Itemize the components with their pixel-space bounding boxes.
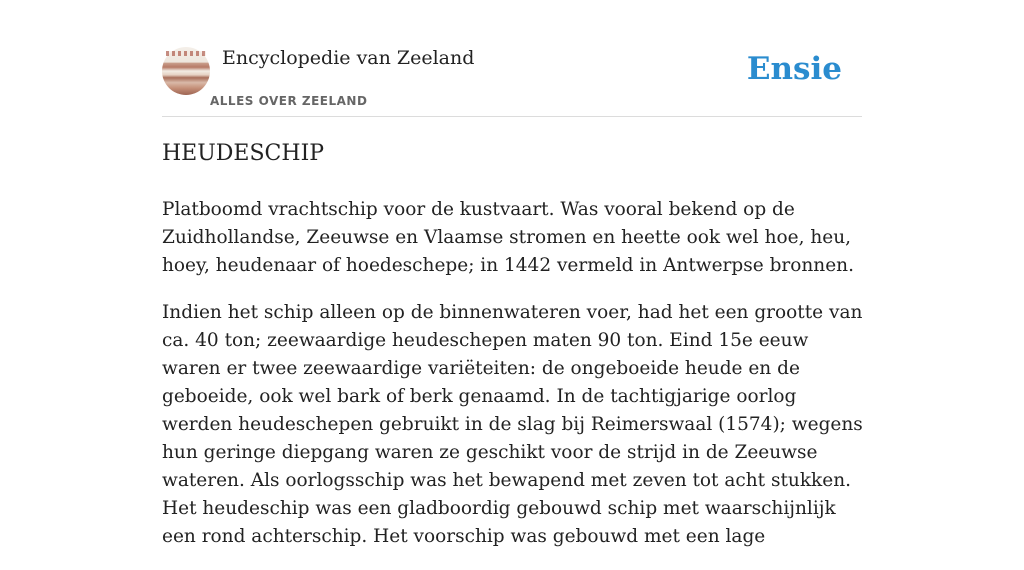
- site-logo-image[interactable]: [162, 47, 210, 95]
- logo-decoration: [166, 51, 206, 56]
- article-paragraph-2: Indien het schip alleen op de binnenwateren voer, had het een grootte van ca. 40 ton; zeewaardige heudeschepen maten 90 ton. Eind 15e eeuw waren er twee zeewaardige variëteiten: de ongeboeide heude en de geboeide, ook wel bark of berk genaamd. In de tachtigjarige oorlog werden heudeschepen gebruikt in de slag bij Reimerswaal (1574); wegens hun geringe diepgang waren ze geschikt voor de strijd in de Zeeuwse wateren. Als oorlogsschip was het bewapend met zeven tot acht stukken. Het heudeschip was een gladboordig gebouwd schip met waarschijnlijk een rond achterschip. Het voorschip was gebouwd met een lage: [162, 302, 863, 547]
- article-paragraph-1: Platboomd vrachtschip voor de kustvaart. Was vooral bekend op de Zuidhollandse, Zeeuwse en Vlaamse stromen en heette ook wel hoe, heu, hoey, heudenaar of hoedeschepe; in 1442 vermeld in Antwerpse bronnen.: [162, 199, 854, 276]
- site-title[interactable]: Encyclopedie van Zeeland: [222, 47, 475, 69]
- site-header: [162, 0, 862, 117]
- article-content: [162, 138, 867, 570]
- article-title: HEUDESCHIP: [162, 141, 325, 166]
- site-subtitle: ALLES OVER ZEELAND: [210, 94, 368, 108]
- ensie-brand-logo[interactable]: Ensie: [746, 51, 842, 87]
